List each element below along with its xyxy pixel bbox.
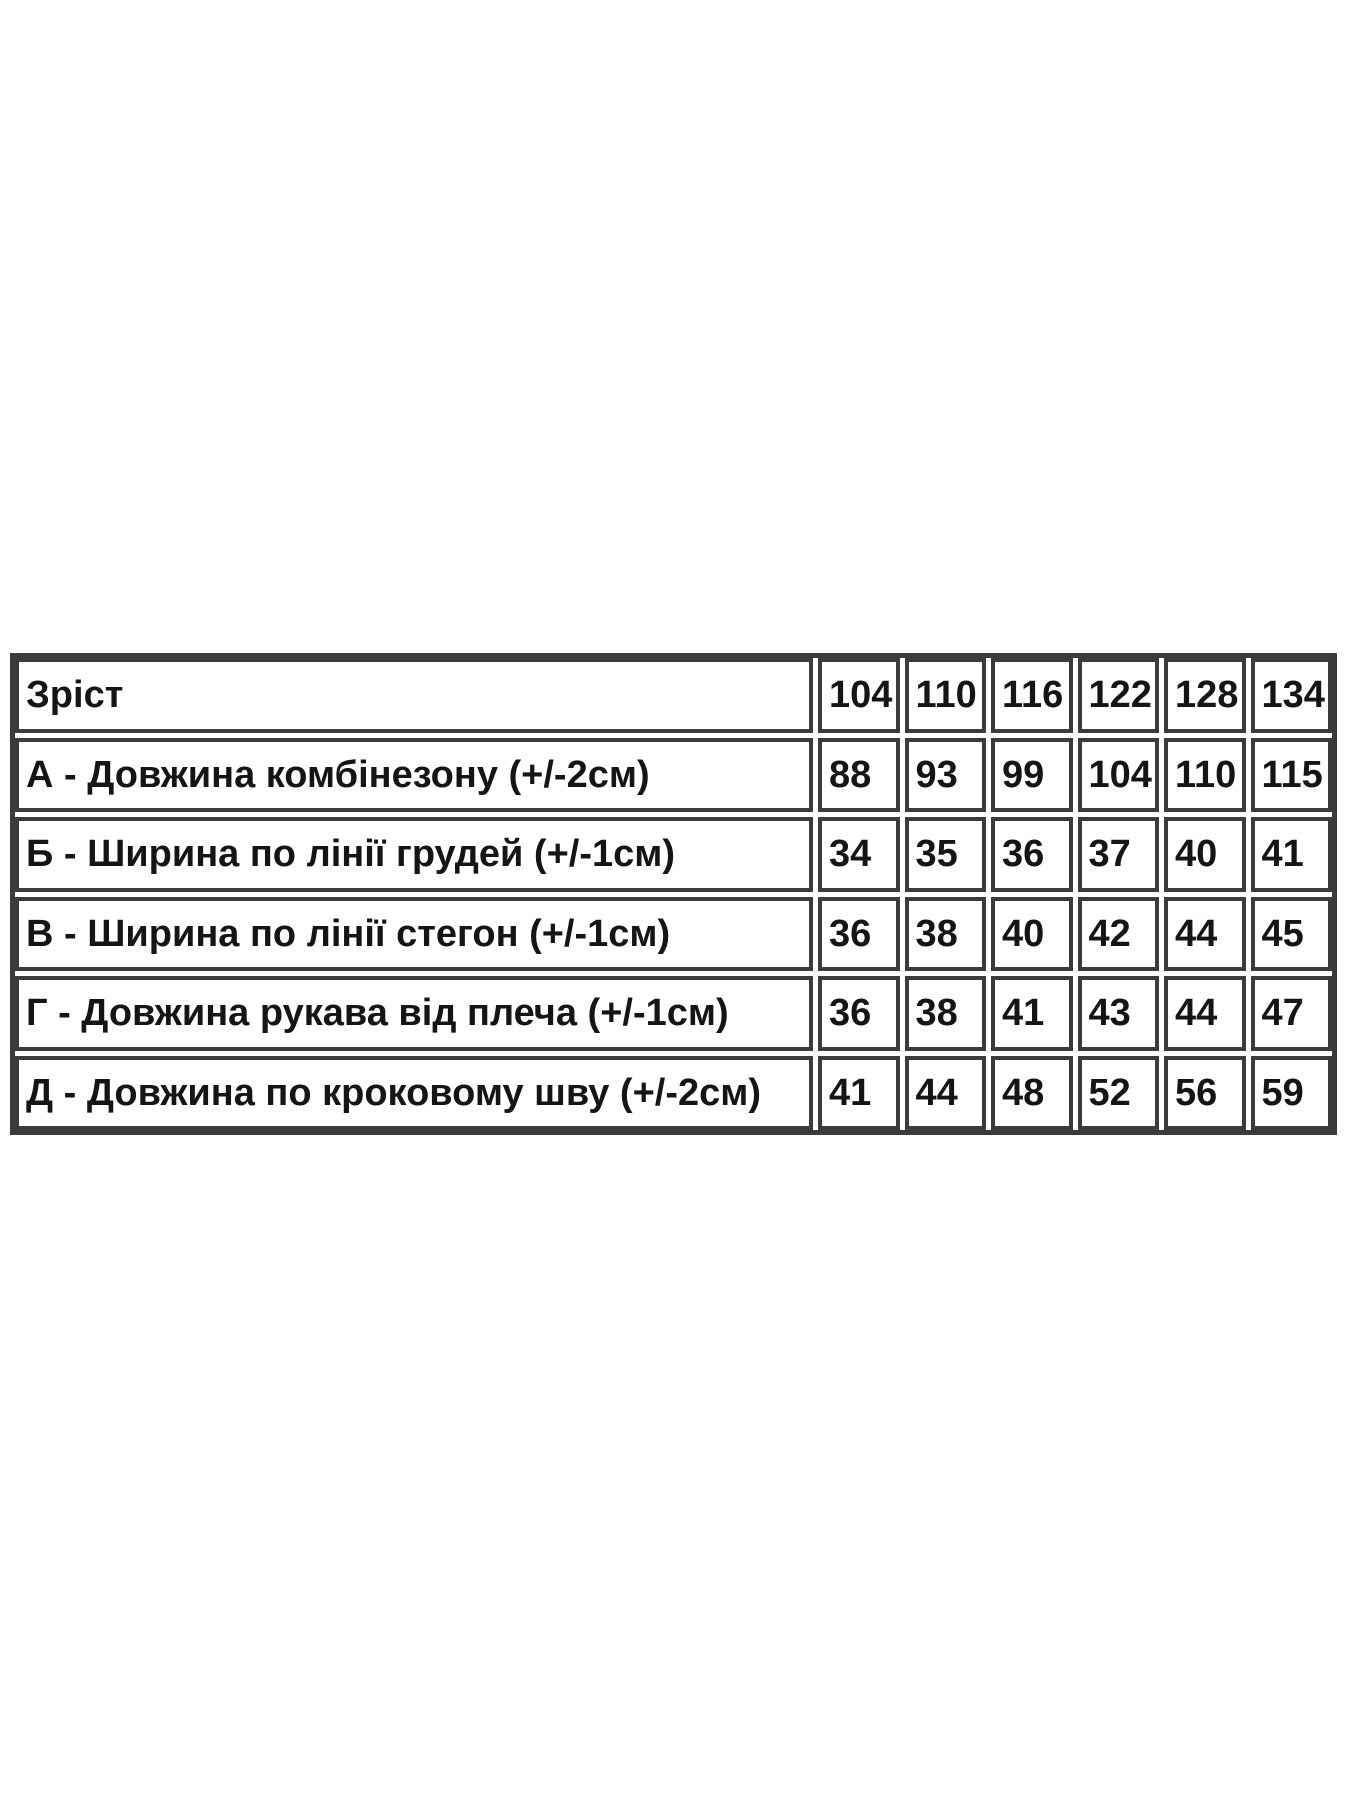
row-overall-length-value-2: 99 bbox=[991, 738, 1073, 813]
row-label-sleeve-length: Г - Довжина рукава від плеча (+/-1см) bbox=[15, 976, 813, 1051]
header-cell-size-110: 110 bbox=[905, 658, 987, 733]
row-label-chest-width: Б - Ширина по лінії грудей (+/-1см) bbox=[15, 817, 813, 892]
row-label-inseam-length: Д - Довжина по кроковому шву (+/-2см) bbox=[15, 1056, 813, 1131]
header-cell-size-122: 122 bbox=[1078, 658, 1160, 733]
row-hip-width-value-1: 38 bbox=[905, 897, 987, 972]
row-sleeve-length-value-5: 47 bbox=[1251, 976, 1333, 1051]
row-inseam-length-value-1: 44 bbox=[905, 1056, 987, 1131]
header-cell-size-128: 128 bbox=[1164, 658, 1246, 733]
row-overall-length-value-1: 93 bbox=[905, 738, 987, 813]
row-hip-width-value-5: 45 bbox=[1251, 897, 1333, 972]
row-sleeve-length-value-0: 36 bbox=[818, 976, 900, 1051]
row-chest-width-value-1: 35 bbox=[905, 817, 987, 892]
row-hip-width-value-3: 42 bbox=[1078, 897, 1160, 972]
row-inseam-length-value-4: 56 bbox=[1164, 1056, 1246, 1131]
row-label-hip-width: В - Ширина по лінії стегон (+/-1см) bbox=[15, 897, 813, 972]
row-inseam-length-value-5: 59 bbox=[1251, 1056, 1333, 1131]
row-chest-width-value-0: 34 bbox=[818, 817, 900, 892]
row-hip-width-value-2: 40 bbox=[991, 897, 1073, 972]
row-hip-width-value-0: 36 bbox=[818, 897, 900, 972]
size-chart-table bbox=[10, 653, 1337, 1135]
row-chest-width-value-5: 41 bbox=[1251, 817, 1333, 892]
header-cell-size-104: 104 bbox=[818, 658, 900, 733]
row-chest-width-value-3: 37 bbox=[1078, 817, 1160, 892]
row-inseam-length-value-3: 52 bbox=[1078, 1056, 1160, 1131]
row-sleeve-length-value-3: 43 bbox=[1078, 976, 1160, 1051]
row-label-overall-length: А - Довжина комбінезону (+/-2см) bbox=[15, 738, 813, 813]
row-overall-length-value-5: 115 bbox=[1251, 738, 1333, 813]
row-hip-width-value-4: 44 bbox=[1164, 897, 1246, 972]
header-cell-size-134: 134 bbox=[1251, 658, 1333, 733]
row-sleeve-length-value-2: 41 bbox=[991, 976, 1073, 1051]
row-chest-width-value-4: 40 bbox=[1164, 817, 1246, 892]
row-overall-length-value-4: 110 bbox=[1164, 738, 1246, 813]
row-inseam-length-value-2: 48 bbox=[991, 1056, 1073, 1131]
row-sleeve-length-value-4: 44 bbox=[1164, 976, 1246, 1051]
row-chest-width-value-2: 36 bbox=[991, 817, 1073, 892]
header-cell-height-label: Зріст bbox=[15, 658, 813, 733]
row-sleeve-length-value-1: 38 bbox=[905, 976, 987, 1051]
row-inseam-length-value-0: 41 bbox=[818, 1056, 900, 1131]
header-cell-size-116: 116 bbox=[991, 658, 1073, 733]
row-overall-length-value-0: 88 bbox=[818, 738, 900, 813]
row-overall-length-value-3: 104 bbox=[1078, 738, 1160, 813]
